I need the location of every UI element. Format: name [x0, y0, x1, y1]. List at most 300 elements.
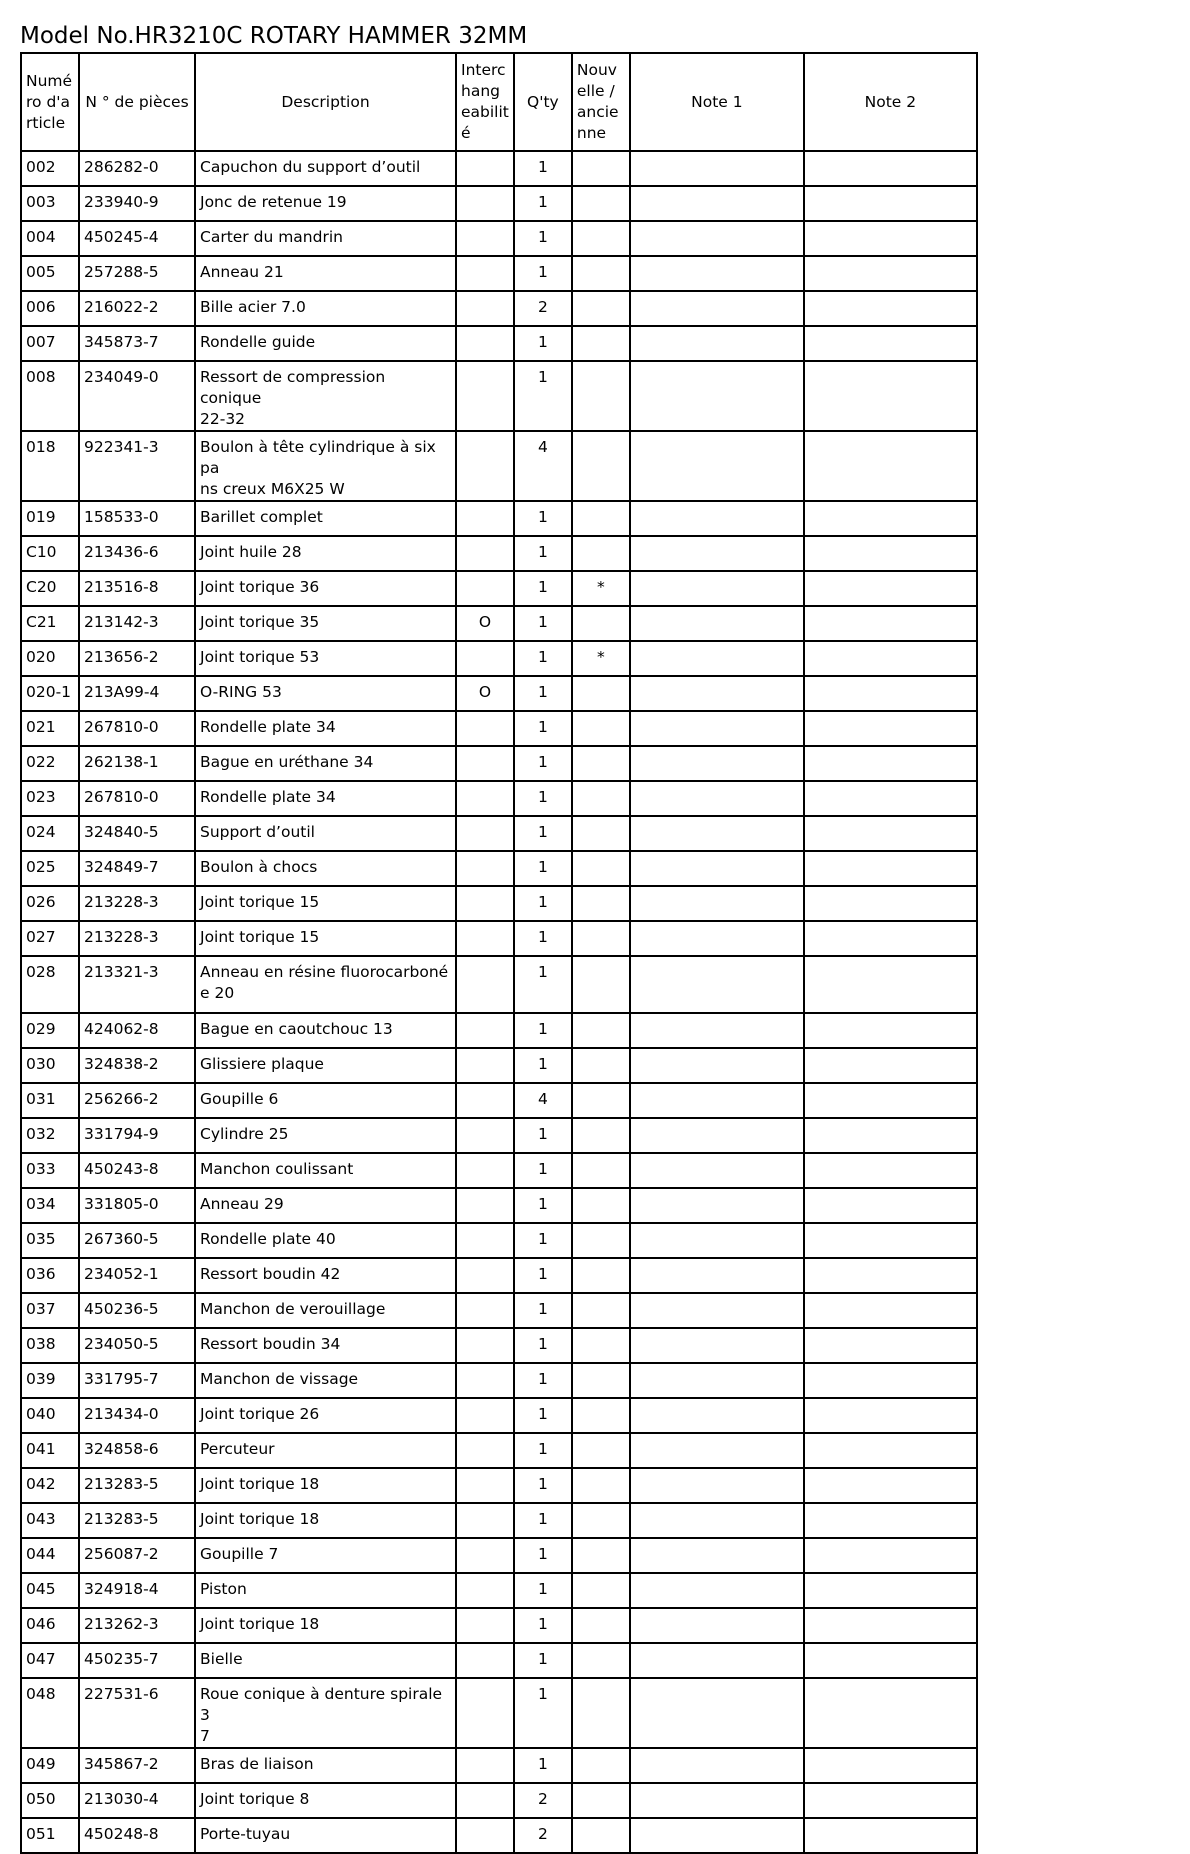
- cell-part-no: 234049-0: [79, 361, 195, 431]
- table-row: [21, 186, 977, 221]
- cell-part-no: 213228-3: [79, 921, 195, 956]
- cell-interchangeability: [456, 956, 514, 1013]
- cell-note-2: [804, 326, 977, 361]
- cell-qty: 1: [514, 886, 572, 921]
- cell-new-old: [572, 1608, 630, 1643]
- cell-new-old: [572, 781, 630, 816]
- cell-qty: 1: [514, 501, 572, 536]
- cell-note-2: [804, 1048, 977, 1083]
- cell-note-1: [630, 1643, 804, 1678]
- cell-item-no: 039: [21, 1363, 79, 1398]
- table-row: [21, 1678, 977, 1748]
- cell-new-old: [572, 151, 630, 186]
- cell-qty: 1: [514, 1223, 572, 1258]
- cell-description: Capuchon du support d’outil: [195, 151, 456, 186]
- cell-note-2: [804, 886, 977, 921]
- cell-part-no: 213283-5: [79, 1468, 195, 1503]
- cell-note-2: [804, 1363, 977, 1398]
- table-row: [21, 1048, 977, 1083]
- cell-description: Boulon à chocs: [195, 851, 456, 886]
- cell-note-2: [804, 536, 977, 571]
- cell-description: Rondelle plate 34: [195, 711, 456, 746]
- table-row: [21, 1328, 977, 1363]
- cell-new-old: [572, 1643, 630, 1678]
- cell-interchangeability: [456, 501, 514, 536]
- cell-qty: 1: [514, 641, 572, 676]
- cell-description: Rondelle plate 34: [195, 781, 456, 816]
- cell-note-1: [630, 151, 804, 186]
- cell-note-1: [630, 186, 804, 221]
- cell-interchangeability: [456, 711, 514, 746]
- cell-qty: 1: [514, 1678, 572, 1748]
- cell-note-1: [630, 746, 804, 781]
- cell-description: Support d’outil: [195, 816, 456, 851]
- table-row: [21, 851, 977, 886]
- cell-interchangeability: [456, 1748, 514, 1783]
- cell-item-no: 019: [21, 501, 79, 536]
- cell-note-1: [630, 606, 804, 641]
- cell-description: Joint torique 35: [195, 606, 456, 641]
- table-row: [21, 1468, 977, 1503]
- cell-part-no: 213516-8: [79, 571, 195, 606]
- cell-new-old: [572, 1188, 630, 1223]
- cell-part-no: 256266-2: [79, 1083, 195, 1118]
- cell-item-no: 008: [21, 361, 79, 431]
- cell-qty: 1: [514, 781, 572, 816]
- cell-part-no: 450236-5: [79, 1293, 195, 1328]
- cell-qty: 1: [514, 186, 572, 221]
- cell-qty: 1: [514, 606, 572, 641]
- cell-part-no: 256087-2: [79, 1538, 195, 1573]
- cell-new-old: *: [572, 571, 630, 606]
- cell-item-no: 038: [21, 1328, 79, 1363]
- cell-note-1: [630, 1398, 804, 1433]
- table-row: [21, 1433, 977, 1468]
- cell-interchangeability: [456, 1678, 514, 1748]
- cell-qty: 1: [514, 1048, 572, 1083]
- table-row: [21, 1818, 977, 1853]
- cell-qty: 1: [514, 816, 572, 851]
- cell-qty: 1: [514, 1188, 572, 1223]
- cell-item-no: 028: [21, 956, 79, 1013]
- cell-part-no: 234050-5: [79, 1328, 195, 1363]
- cell-note-1: [630, 1573, 804, 1608]
- cell-qty: 1: [514, 1538, 572, 1573]
- cell-description: Boulon à tête cylindrique à six pa ns creux M6X25 W: [195, 431, 456, 501]
- table-header-row: [21, 53, 977, 151]
- cell-interchangeability: [456, 1293, 514, 1328]
- cell-interchangeability: [456, 1083, 514, 1118]
- cell-part-no: 331805-0: [79, 1188, 195, 1223]
- cell-qty: 1: [514, 361, 572, 431]
- cell-new-old: [572, 1083, 630, 1118]
- cell-interchangeability: [456, 816, 514, 851]
- header-note-2: Note 2: [804, 53, 977, 151]
- cell-interchangeability: [456, 151, 514, 186]
- table-row: [21, 221, 977, 256]
- cell-description: Goupille 7: [195, 1538, 456, 1573]
- cell-new-old: [572, 1783, 630, 1818]
- cell-interchangeability: [456, 1433, 514, 1468]
- cell-new-old: [572, 1013, 630, 1048]
- header-new-old: Nouv elle / ancie nne: [572, 53, 630, 151]
- cell-description: Joint torique 53: [195, 641, 456, 676]
- cell-note-1: [630, 291, 804, 326]
- cell-note-1: [630, 1153, 804, 1188]
- table-row: [21, 1083, 977, 1118]
- cell-new-old: [572, 1048, 630, 1083]
- cell-part-no: 324838-2: [79, 1048, 195, 1083]
- cell-new-old: [572, 431, 630, 501]
- cell-new-old: [572, 921, 630, 956]
- cell-qty: 1: [514, 1118, 572, 1153]
- cell-qty: 1: [514, 1468, 572, 1503]
- cell-new-old: *: [572, 641, 630, 676]
- cell-note-1: [630, 886, 804, 921]
- cell-qty: 1: [514, 1258, 572, 1293]
- cell-new-old: [572, 1258, 630, 1293]
- cell-part-no: 345873-7: [79, 326, 195, 361]
- cell-note-2: [804, 816, 977, 851]
- cell-description: Ressort de compression conique 22-32: [195, 361, 456, 431]
- cell-item-no: 051: [21, 1818, 79, 1853]
- cell-new-old: [572, 361, 630, 431]
- cell-item-no: 005: [21, 256, 79, 291]
- cell-note-1: [630, 501, 804, 536]
- cell-interchangeability: [456, 886, 514, 921]
- cell-note-1: [630, 431, 804, 501]
- cell-qty: 4: [514, 1083, 572, 1118]
- cell-description: Manchon de vissage: [195, 1363, 456, 1398]
- cell-qty: 4: [514, 431, 572, 501]
- cell-new-old: [572, 1223, 630, 1258]
- cell-item-no: 035: [21, 1223, 79, 1258]
- cell-part-no: 922341-3: [79, 431, 195, 501]
- table-row: [21, 431, 977, 501]
- cell-description: Anneau 21: [195, 256, 456, 291]
- table-row: [21, 1293, 977, 1328]
- cell-description: Ressort boudin 34: [195, 1328, 456, 1363]
- cell-interchangeability: [456, 1258, 514, 1293]
- cell-description: Joint torique 26: [195, 1398, 456, 1433]
- cell-new-old: [572, 1293, 630, 1328]
- table-row: [21, 1013, 977, 1048]
- cell-interchangeability: [456, 851, 514, 886]
- cell-item-no: 048: [21, 1678, 79, 1748]
- cell-qty: 1: [514, 851, 572, 886]
- table-row: [21, 676, 977, 711]
- table-row: [21, 1608, 977, 1643]
- cell-note-2: [804, 1118, 977, 1153]
- cell-note-1: [630, 1538, 804, 1573]
- cell-item-no: 003: [21, 186, 79, 221]
- header-qty: Q'ty: [514, 53, 572, 151]
- cell-item-no: 020-1: [21, 676, 79, 711]
- header-description: Description: [195, 53, 456, 151]
- cell-description: Ressort boudin 42: [195, 1258, 456, 1293]
- cell-description: Rondelle plate 40: [195, 1223, 456, 1258]
- cell-description: Joint torique 18: [195, 1468, 456, 1503]
- cell-new-old: [572, 256, 630, 291]
- cell-description: Piston: [195, 1573, 456, 1608]
- cell-interchangeability: [456, 326, 514, 361]
- cell-interchangeability: [456, 781, 514, 816]
- cell-part-no: 450235-7: [79, 1643, 195, 1678]
- table-row: [21, 1398, 977, 1433]
- cell-note-1: [630, 1818, 804, 1853]
- cell-new-old: [572, 1363, 630, 1398]
- table-row: [21, 1153, 977, 1188]
- table-row: [21, 1573, 977, 1608]
- cell-item-no: 027: [21, 921, 79, 956]
- page-title: Model No.HR3210C ROTARY HAMMER 32MM: [20, 23, 528, 49]
- cell-part-no: 424062-8: [79, 1013, 195, 1048]
- cell-new-old: [572, 1118, 630, 1153]
- cell-part-no: 331794-9: [79, 1118, 195, 1153]
- cell-item-no: 041: [21, 1433, 79, 1468]
- table-row: [21, 641, 977, 676]
- cell-part-no: 262138-1: [79, 746, 195, 781]
- cell-part-no: 286282-0: [79, 151, 195, 186]
- cell-interchangeability: [456, 256, 514, 291]
- table-row: [21, 816, 977, 851]
- cell-note-1: [630, 1748, 804, 1783]
- cell-part-no: 213656-2: [79, 641, 195, 676]
- cell-item-no: C21: [21, 606, 79, 641]
- cell-description: Percuteur: [195, 1433, 456, 1468]
- cell-note-1: [630, 1503, 804, 1538]
- cell-new-old: [572, 1573, 630, 1608]
- cell-item-no: C20: [21, 571, 79, 606]
- cell-note-2: [804, 431, 977, 501]
- cell-interchangeability: [456, 1153, 514, 1188]
- cell-note-2: [804, 1468, 977, 1503]
- cell-qty: 1: [514, 921, 572, 956]
- cell-part-no: 213321-3: [79, 956, 195, 1013]
- cell-qty: 1: [514, 1608, 572, 1643]
- cell-note-2: [804, 1608, 977, 1643]
- cell-interchangeability: [456, 1468, 514, 1503]
- cell-part-no: 257288-5: [79, 256, 195, 291]
- cell-new-old: [572, 676, 630, 711]
- cell-item-no: 030: [21, 1048, 79, 1083]
- cell-note-1: [630, 1783, 804, 1818]
- cell-description: Anneau 29: [195, 1188, 456, 1223]
- table-row: [21, 1503, 977, 1538]
- cell-note-2: [804, 1573, 977, 1608]
- cell-interchangeability: [456, 361, 514, 431]
- cell-qty: 1: [514, 1573, 572, 1608]
- cell-note-2: [804, 1153, 977, 1188]
- cell-part-no: 324849-7: [79, 851, 195, 886]
- table-row: [21, 1783, 977, 1818]
- table-row: [21, 1643, 977, 1678]
- cell-new-old: [572, 1503, 630, 1538]
- cell-qty: 1: [514, 1748, 572, 1783]
- cell-item-no: 042: [21, 1468, 79, 1503]
- cell-item-no: 037: [21, 1293, 79, 1328]
- cell-note-1: [630, 1188, 804, 1223]
- cell-item-no: 018: [21, 431, 79, 501]
- cell-interchangeability: [456, 1223, 514, 1258]
- cell-note-2: [804, 676, 977, 711]
- cell-new-old: [572, 221, 630, 256]
- cell-note-2: [804, 221, 977, 256]
- cell-note-2: [804, 921, 977, 956]
- cell-new-old: [572, 186, 630, 221]
- cell-description: Anneau en résine fluorocarboné e 20: [195, 956, 456, 1013]
- cell-note-2: [804, 746, 977, 781]
- cell-description: Manchon coulissant: [195, 1153, 456, 1188]
- cell-item-no: 046: [21, 1608, 79, 1643]
- cell-new-old: [572, 1153, 630, 1188]
- cell-part-no: 233940-9: [79, 186, 195, 221]
- cell-note-2: [804, 956, 977, 1013]
- cell-note-1: [630, 1468, 804, 1503]
- cell-description: Bras de liaison: [195, 1748, 456, 1783]
- cell-note-1: [630, 1678, 804, 1748]
- cell-new-old: [572, 1398, 630, 1433]
- cell-new-old: [572, 1748, 630, 1783]
- cell-qty: 1: [514, 1398, 572, 1433]
- cell-part-no: 450245-4: [79, 221, 195, 256]
- cell-item-no: 049: [21, 1748, 79, 1783]
- cell-interchangeability: [456, 921, 514, 956]
- cell-new-old: [572, 746, 630, 781]
- cell-note-1: [630, 676, 804, 711]
- cell-item-no: 040: [21, 1398, 79, 1433]
- table-row: [21, 571, 977, 606]
- cell-qty: 1: [514, 256, 572, 291]
- table-row: [21, 781, 977, 816]
- cell-description: Bague en uréthane 34: [195, 746, 456, 781]
- cell-part-no: 213283-5: [79, 1503, 195, 1538]
- cell-note-2: [804, 361, 977, 431]
- cell-item-no: 031: [21, 1083, 79, 1118]
- cell-interchangeability: [456, 1048, 514, 1083]
- cell-part-no: 213142-3: [79, 606, 195, 641]
- cell-note-1: [630, 816, 804, 851]
- cell-item-no: 036: [21, 1258, 79, 1293]
- cell-part-no: 267360-5: [79, 1223, 195, 1258]
- cell-note-2: [804, 501, 977, 536]
- cell-interchangeability: [456, 1398, 514, 1433]
- cell-interchangeability: [456, 221, 514, 256]
- header-item-no: Numé ro d'a rticle: [21, 53, 79, 151]
- cell-description: Joint torique 15: [195, 886, 456, 921]
- cell-description: Joint torique 36: [195, 571, 456, 606]
- cell-description: Joint torique 15: [195, 921, 456, 956]
- cell-part-no: 213436-6: [79, 536, 195, 571]
- cell-item-no: 002: [21, 151, 79, 186]
- cell-part-no: 227531-6: [79, 1678, 195, 1748]
- cell-description: Glissiere plaque: [195, 1048, 456, 1083]
- cell-qty: 1: [514, 1433, 572, 1468]
- table-row: [21, 711, 977, 746]
- cell-new-old: [572, 1468, 630, 1503]
- cell-interchangeability: [456, 1573, 514, 1608]
- cell-interchangeability: [456, 1783, 514, 1818]
- cell-note-2: [804, 1783, 977, 1818]
- table-row: [21, 1538, 977, 1573]
- cell-note-1: [630, 711, 804, 746]
- cell-part-no: 213A99-4: [79, 676, 195, 711]
- cell-interchangeability: [456, 1013, 514, 1048]
- cell-note-2: [804, 1188, 977, 1223]
- cell-item-no: 032: [21, 1118, 79, 1153]
- cell-item-no: 029: [21, 1013, 79, 1048]
- cell-note-2: [804, 1328, 977, 1363]
- cell-qty: 1: [514, 1328, 572, 1363]
- cell-item-no: 033: [21, 1153, 79, 1188]
- cell-description: Barillet complet: [195, 501, 456, 536]
- cell-new-old: [572, 851, 630, 886]
- cell-new-old: [572, 1678, 630, 1748]
- cell-qty: 1: [514, 1503, 572, 1538]
- cell-interchangeability: [456, 1363, 514, 1398]
- cell-note-1: [630, 256, 804, 291]
- cell-description: Porte-tuyau: [195, 1818, 456, 1853]
- cell-note-1: [630, 781, 804, 816]
- cell-description: Bille acier 7.0: [195, 291, 456, 326]
- cell-note-2: [804, 151, 977, 186]
- cell-new-old: [572, 1433, 630, 1468]
- table-row: [21, 1258, 977, 1293]
- cell-qty: 1: [514, 676, 572, 711]
- cell-item-no: 022: [21, 746, 79, 781]
- cell-description: Bielle: [195, 1643, 456, 1678]
- cell-item-no: 047: [21, 1643, 79, 1678]
- table-row: [21, 291, 977, 326]
- cell-new-old: [572, 956, 630, 1013]
- parts-table-body: [21, 151, 977, 1853]
- cell-note-1: [630, 1328, 804, 1363]
- cell-new-old: [572, 1328, 630, 1363]
- cell-description: Bague en caoutchouc 13: [195, 1013, 456, 1048]
- cell-note-1: [630, 1013, 804, 1048]
- cell-note-1: [630, 1363, 804, 1398]
- table-row: [21, 536, 977, 571]
- table-row: [21, 1363, 977, 1398]
- cell-qty: 1: [514, 1013, 572, 1048]
- cell-note-1: [630, 361, 804, 431]
- cell-qty: 1: [514, 1153, 572, 1188]
- cell-note-2: [804, 1643, 977, 1678]
- cell-item-no: 025: [21, 851, 79, 886]
- cell-note-1: [630, 1223, 804, 1258]
- cell-note-2: [804, 606, 977, 641]
- cell-note-2: [804, 1013, 977, 1048]
- cell-new-old: [572, 326, 630, 361]
- cell-note-2: [804, 1398, 977, 1433]
- cell-description: Joint torique 8: [195, 1783, 456, 1818]
- header-part-no: N ° de pièces: [79, 53, 195, 151]
- cell-description: Joint torique 18: [195, 1608, 456, 1643]
- table-row: [21, 921, 977, 956]
- cell-description: Roue conique à denture spirale 3 7: [195, 1678, 456, 1748]
- cell-description: Joint huile 28: [195, 536, 456, 571]
- cell-note-2: [804, 1223, 977, 1258]
- cell-interchangeability: [456, 1608, 514, 1643]
- cell-interchangeability: [456, 1503, 514, 1538]
- cell-note-2: [804, 1503, 977, 1538]
- cell-note-1: [630, 221, 804, 256]
- cell-part-no: 345867-2: [79, 1748, 195, 1783]
- cell-note-2: [804, 186, 977, 221]
- parts-table: [20, 52, 978, 1854]
- cell-interchangeability: [456, 1118, 514, 1153]
- cell-item-no: C10: [21, 536, 79, 571]
